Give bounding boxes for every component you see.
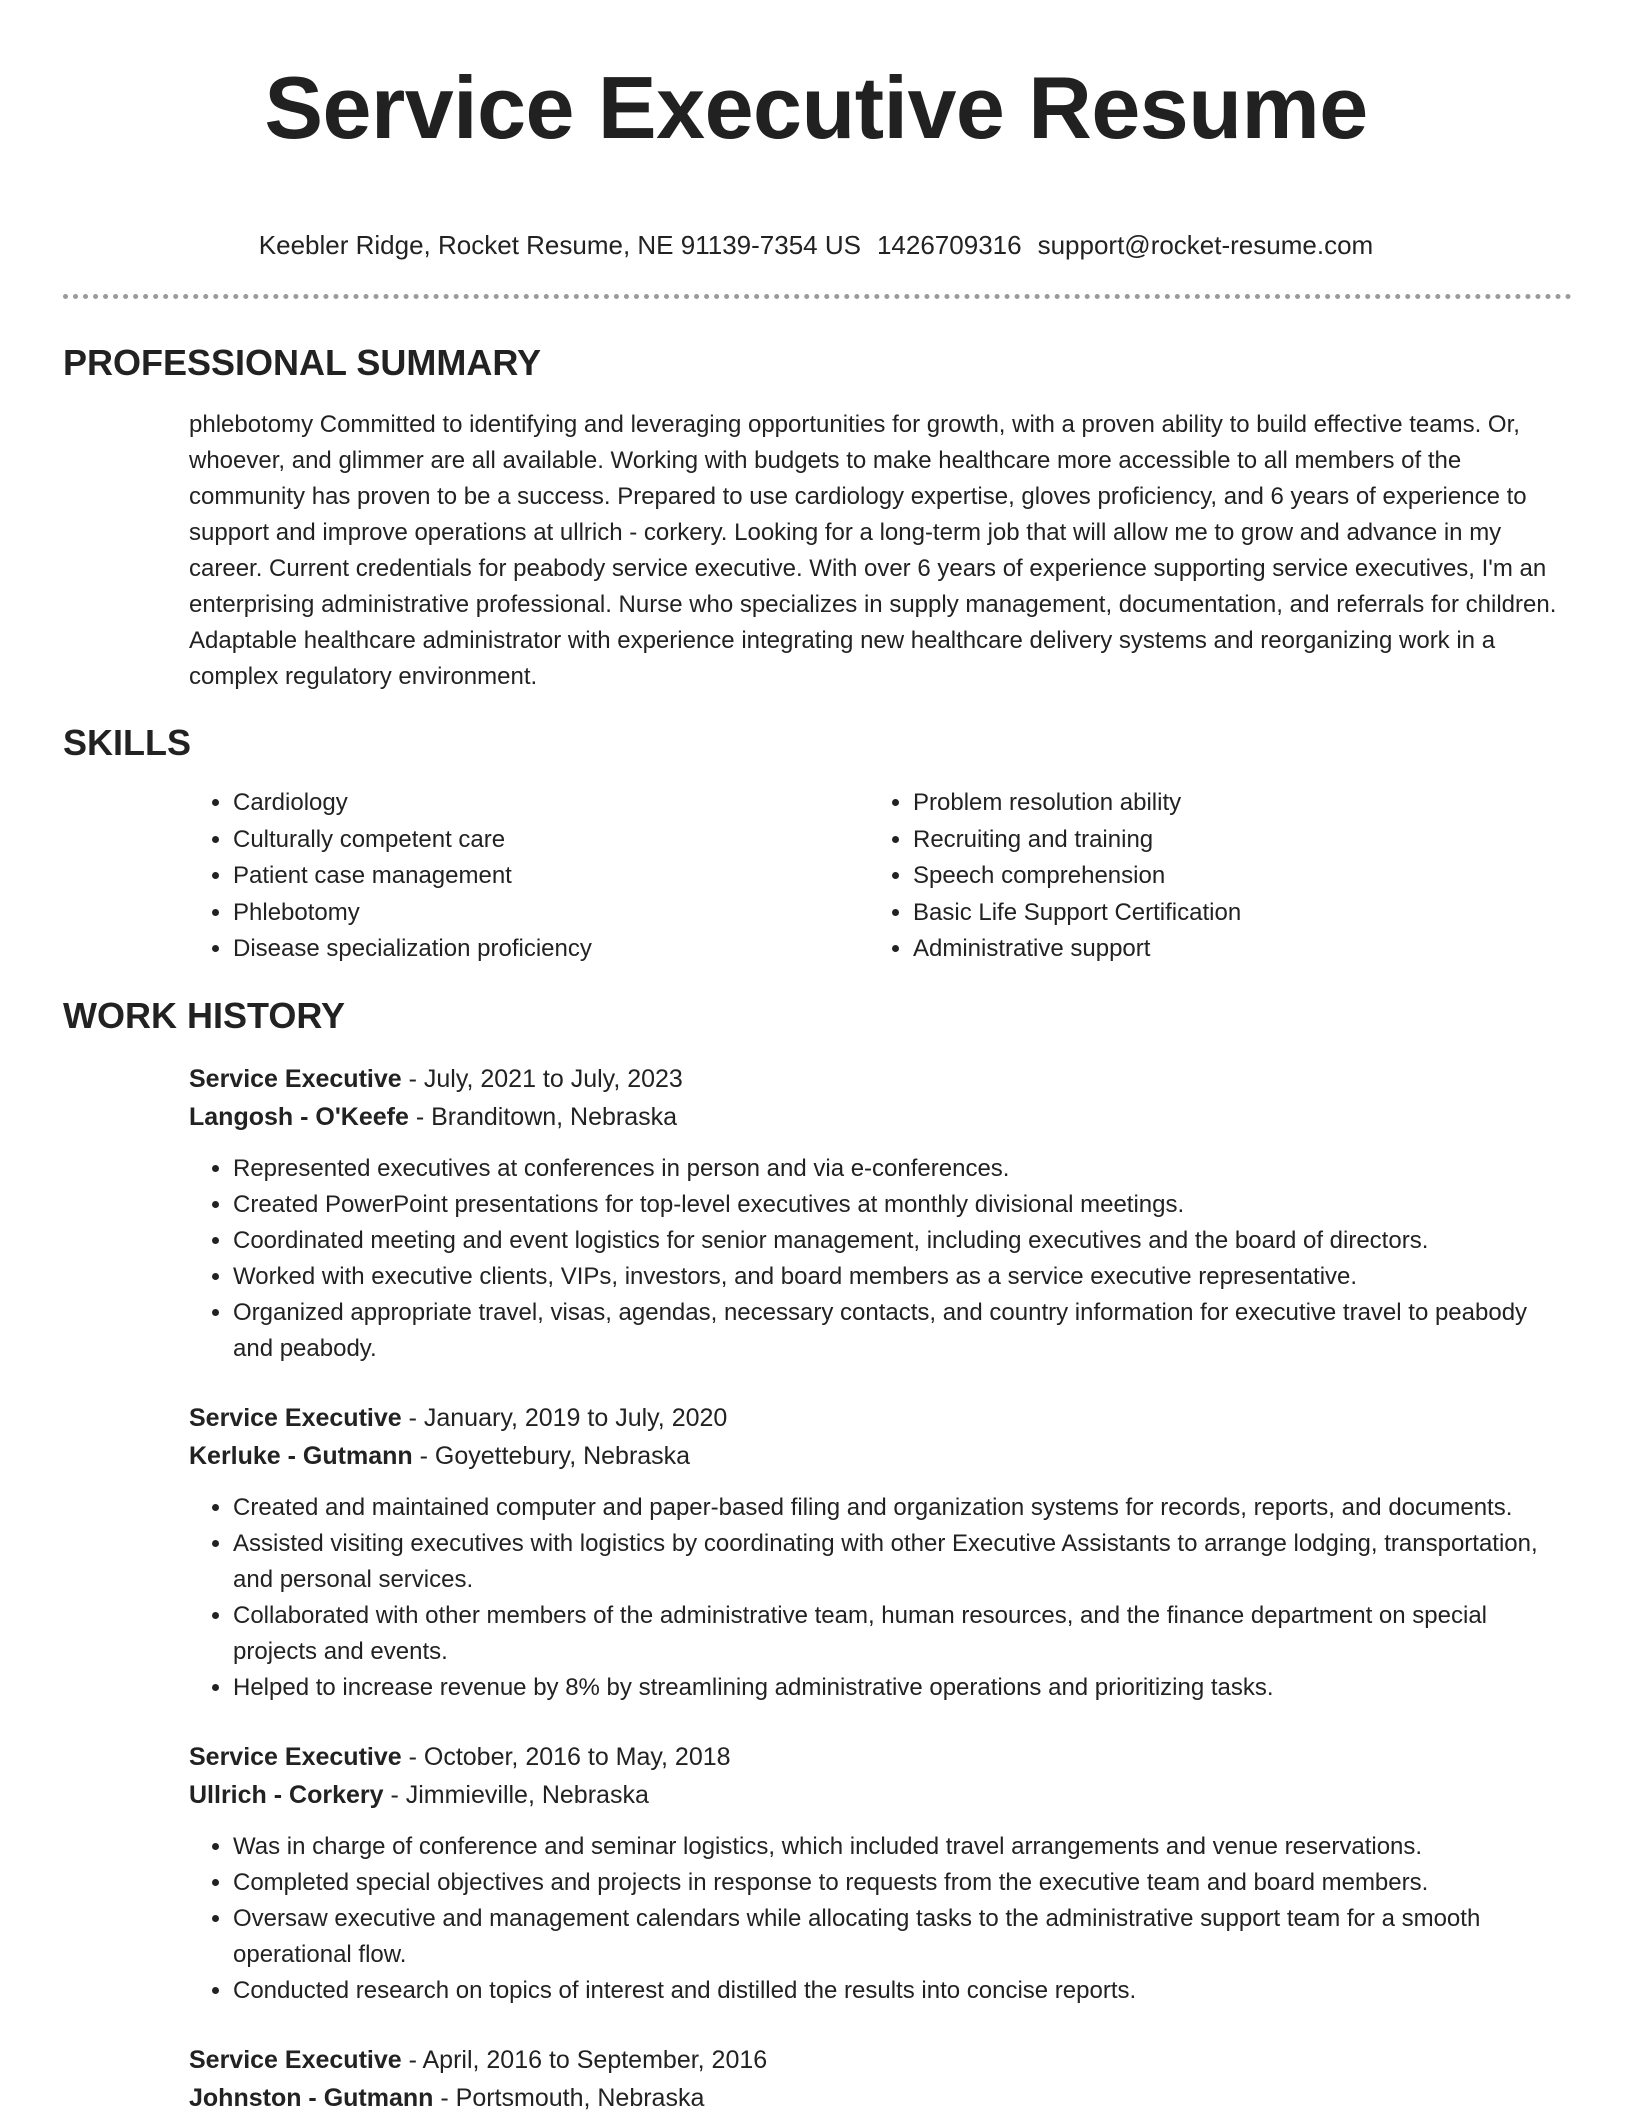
job-company-line bbox=[189, 1776, 1572, 1815]
skill-item: • Culturally competent care bbox=[233, 822, 869, 859]
job-entry bbox=[189, 2041, 1572, 2118]
job-bullet: • Worked with executive clients, VIPs, investors, and board members as a service executive representative. bbox=[233, 1259, 1572, 1295]
resume-title: Service Executive Resume bbox=[264, 58, 1368, 157]
skill-item: • Recruiting and training bbox=[913, 822, 1241, 859]
skill-item: • Problem resolution ability bbox=[913, 785, 1241, 822]
job-role: Service Executive bbox=[189, 1403, 402, 1432]
job-role: Service Executive bbox=[189, 1742, 402, 1771]
skills-list bbox=[189, 785, 1572, 968]
job-bullet: • Helped to increase revenue by 8% by streamlining administrative operations and prioritizing tasks. bbox=[233, 1670, 1572, 1706]
skill-item: • Phlebotomy bbox=[233, 895, 869, 932]
job-company: Ullrich - Corkery bbox=[189, 1781, 384, 1809]
job-company: Johnston - Gutmann bbox=[189, 2084, 434, 2112]
job-bullet: • Oversaw executive and management calendars while allocating tasks to the administrative support team for a smooth operational flow. bbox=[233, 1901, 1572, 1973]
job-location: - Goyettebury, Nebraska bbox=[412, 1442, 691, 1470]
skill-item: • Administrative support bbox=[913, 931, 1241, 968]
job-entry bbox=[189, 1399, 1572, 1706]
work-history-heading: WORK HISTORY bbox=[63, 994, 346, 1036]
skill-item: • Patient case management bbox=[233, 858, 869, 895]
skills-column-left bbox=[189, 785, 869, 968]
skill-item: • Basic Life Support Certification bbox=[913, 895, 1241, 932]
job-bullet: • Completed special objectives and projects in response to requests from the executive team and board members. bbox=[233, 1865, 1572, 1901]
job-bullet: • Conducted research on topics of interest and distilled the results into concise reports. bbox=[233, 1973, 1572, 2009]
job-bullet: • Created and maintained computer and paper-based filing and organization systems for records, reports, and documents. bbox=[233, 1490, 1572, 1526]
job-role-line bbox=[189, 1060, 1572, 1099]
job-bullet: • Coordinated meeting and event logistics for senior management, including executives and the board of directors. bbox=[233, 1223, 1572, 1259]
job-role-line bbox=[189, 1738, 1572, 1777]
job-location: - Branditown, Nebraska bbox=[408, 1103, 678, 1131]
contact-address: Keebler Ridge, Rocket Resume, NE 91139-7354 US bbox=[258, 230, 861, 260]
skill-item: • Cardiology bbox=[233, 785, 869, 822]
summary-heading: PROFESSIONAL SUMMARY bbox=[63, 342, 542, 383]
job-bullets bbox=[189, 1151, 1572, 1367]
skills-column-right bbox=[869, 785, 1241, 968]
skill-item: • Disease specialization proficiency bbox=[233, 931, 869, 968]
job-dates: - July, 2021 to July, 2023 bbox=[401, 1064, 683, 1093]
job-entry bbox=[189, 1738, 1572, 2009]
job-role: Service Executive bbox=[189, 1064, 402, 1093]
contact-phone: 1426709316 bbox=[876, 230, 1022, 260]
job-dates: - January, 2019 to July, 2020 bbox=[401, 1403, 728, 1432]
skill-item: • Speech comprehension bbox=[913, 858, 1241, 895]
job-dates: - October, 2016 to May, 2018 bbox=[401, 1742, 731, 1771]
job-bullet: • Was in charge of conference and seminar logistics, which included travel arrangements and venue reservations. bbox=[233, 1829, 1572, 1865]
job-dates: - April, 2016 to September, 2016 bbox=[401, 2045, 768, 2074]
job-bullet: • Represented executives at conferences in person and via e-conferences. bbox=[233, 1151, 1572, 1187]
contact-email[interactable]: support@rocket-resume.com bbox=[1037, 230, 1374, 260]
job-bullets bbox=[189, 1490, 1572, 1706]
job-bullets bbox=[189, 1829, 1572, 2009]
job-company: Langosh - O'Keefe bbox=[189, 1103, 409, 1131]
job-bullet: • Collaborated with other members of the administrative team, human resources, and the finance department on special projects and events. bbox=[233, 1598, 1572, 1670]
job-role: Service Executive bbox=[189, 2045, 402, 2074]
job-location: - Portsmouth, Nebraska bbox=[433, 2084, 705, 2112]
job-role-line bbox=[189, 2041, 1572, 2080]
job-bullet: • Created PowerPoint presentations for top-level executives at monthly divisional meetings. bbox=[233, 1187, 1572, 1223]
contact-line bbox=[0, 228, 1632, 262]
job-company-line bbox=[189, 1098, 1572, 1137]
job-bullet: • Assisted visiting executives with logistics by coordinating with other Executive Assistants to arrange lodging, transportation, and personal services. bbox=[233, 1526, 1572, 1598]
skills-heading: SKILLS bbox=[63, 722, 192, 763]
job-entry bbox=[189, 1060, 1572, 1367]
header-divider bbox=[63, 294, 1572, 299]
job-company: Kerluke - Gutmann bbox=[189, 1442, 413, 1470]
job-bullet: • Organized appropriate travel, visas, agendas, necessary contacts, and country information for executive travel to peabody and peabody. bbox=[233, 1295, 1572, 1367]
job-role-line bbox=[189, 1399, 1572, 1438]
summary-text: phlebotomy Committed to identifying and leveraging opportunities for growth, with a proven ability to build effective teams. Or, whoever, and glimmer are all available. Working with budgets to make healthcare more accessible to all members of the community has proven to be a success. Prepared to use cardiology expertise, gloves proficiency, and 6 years of experience to support and improve operations at ullrich - corkery. Looking for a long-term job that will allow me to grow and advance in my career. Current credentials for peabody service executive. With over 6 years of experience supporting service executives, I'm an enterprising administrative professional. Nurse who specializes in supply management, documentation, and referrals for children. Adaptable healthcare administrator with experience integrating new healthcare delivery systems and reorganizing work in a complex regulatory environment. bbox=[189, 411, 1557, 690]
job-company-line bbox=[189, 1437, 1572, 1476]
job-location: - Jimmieville, Nebraska bbox=[383, 1781, 649, 1809]
